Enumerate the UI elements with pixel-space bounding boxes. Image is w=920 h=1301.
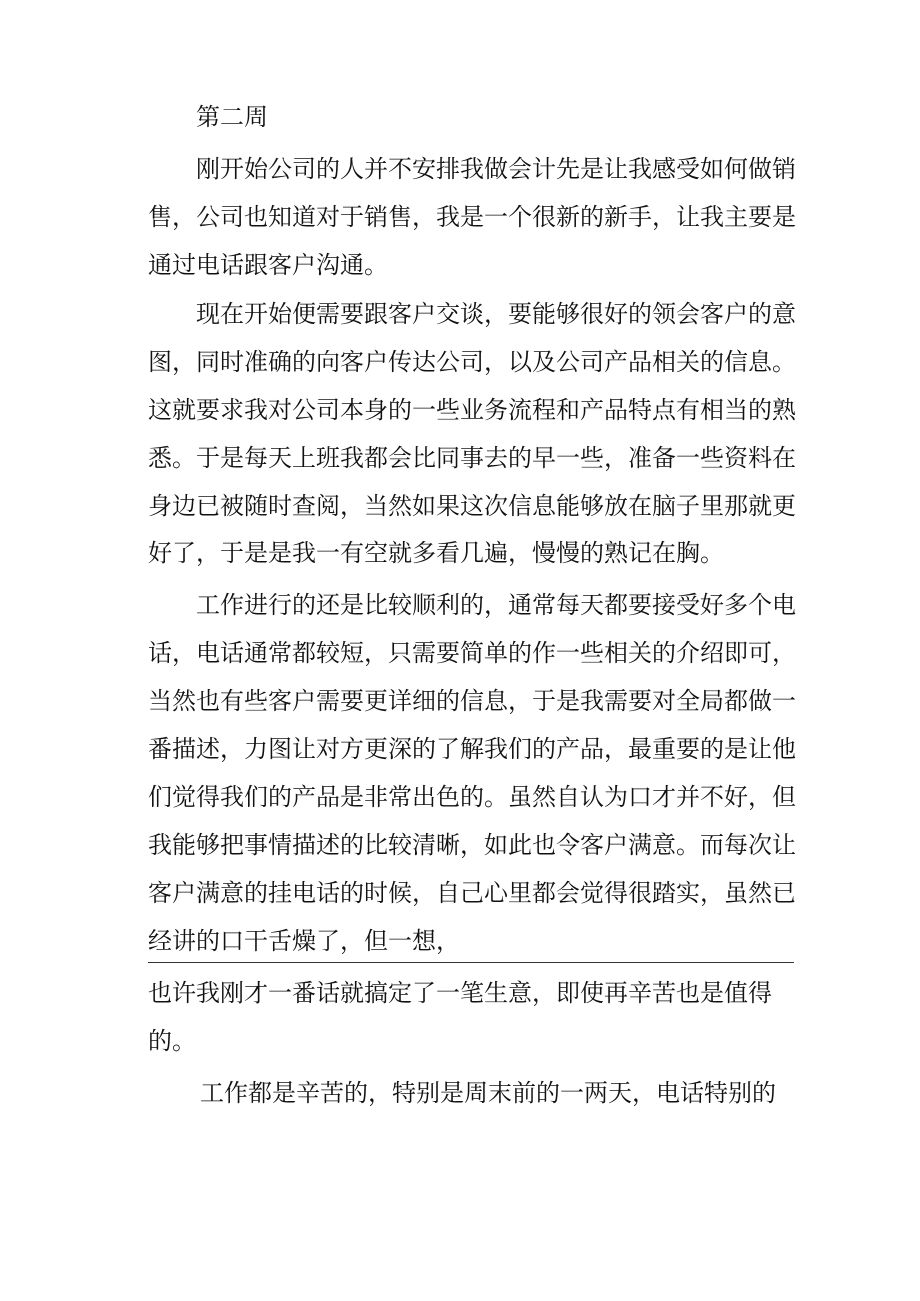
paragraph-3-line-3: 当然也有些客户需要更详细的信息，于是我需要对全局都做一: [148, 687, 796, 715]
paragraph-3-line-2: 话，电话通常都较短，只需要简单的作一些相关的介绍即可，: [148, 639, 796, 667]
paragraph-2-line-1: 现在开始便需要跟客户交谈，要能够很好的领会客户的意: [196, 300, 796, 328]
page-break-divider: [148, 962, 794, 963]
paragraph-3-line-6: 我能够把事情描述的比较清晰，如此也令客户满意。而每次让: [148, 831, 796, 859]
paragraph-1-line-3: 通过电话跟客户沟通。: [148, 251, 388, 279]
paragraph-3-line-10: 的。: [148, 1027, 196, 1055]
paragraph-3-line-9: 也许我刚才一番话就搞定了一笔生意，即使再辛苦也是值得: [148, 979, 772, 1007]
paragraph-2-line-3: 这就要求我对公司本身的一些业务流程和产品特点有相当的熟: [148, 396, 796, 424]
paragraph-3-line-5: 们觉得我们的产品是非常出色的。虽然自认为口才并不好，但: [148, 783, 796, 811]
paragraph-1-line-1: 刚开始公司的人并不安排我做会计先是让我感受如何做销: [196, 155, 796, 183]
section-heading: 第二周: [196, 103, 268, 131]
paragraph-3-line-4: 番描述，力图让对方更深的了解我们的产品，最重要的是让他: [148, 735, 796, 763]
paragraph-4-line-1: 工作都是辛苦的，特别是周末前的一两天，电话特别的: [200, 1079, 776, 1107]
paragraph-2-line-6: 好了，于是是我一有空就多看几遍，慢慢的熟记在胸。: [148, 539, 724, 567]
paragraph-3-line-8: 经讲的口干舌燥了，但一想，: [148, 927, 460, 955]
paragraph-3-line-7: 客户满意的挂电话的时候，自己心里都会觉得很踏实，虽然已: [148, 879, 796, 907]
paragraph-2-line-4: 悉。于是每天上班我都会比同事去的早一些，准备一些资料在: [148, 444, 796, 472]
paragraph-1-line-2: 售，公司也知道对于销售，我是一个很新的新手，让我主要是: [148, 203, 796, 231]
paragraph-2-line-2: 图，同时准确的向客户传达公司，以及公司产品相关的信息。: [148, 348, 796, 376]
paragraph-2-line-5: 身边已被随时查阅，当然如果这次信息能够放在脑子里那就更: [148, 492, 796, 520]
paragraph-3-line-1: 工作进行的还是比较顺利的，通常每天都要接受好多个电: [196, 591, 796, 619]
